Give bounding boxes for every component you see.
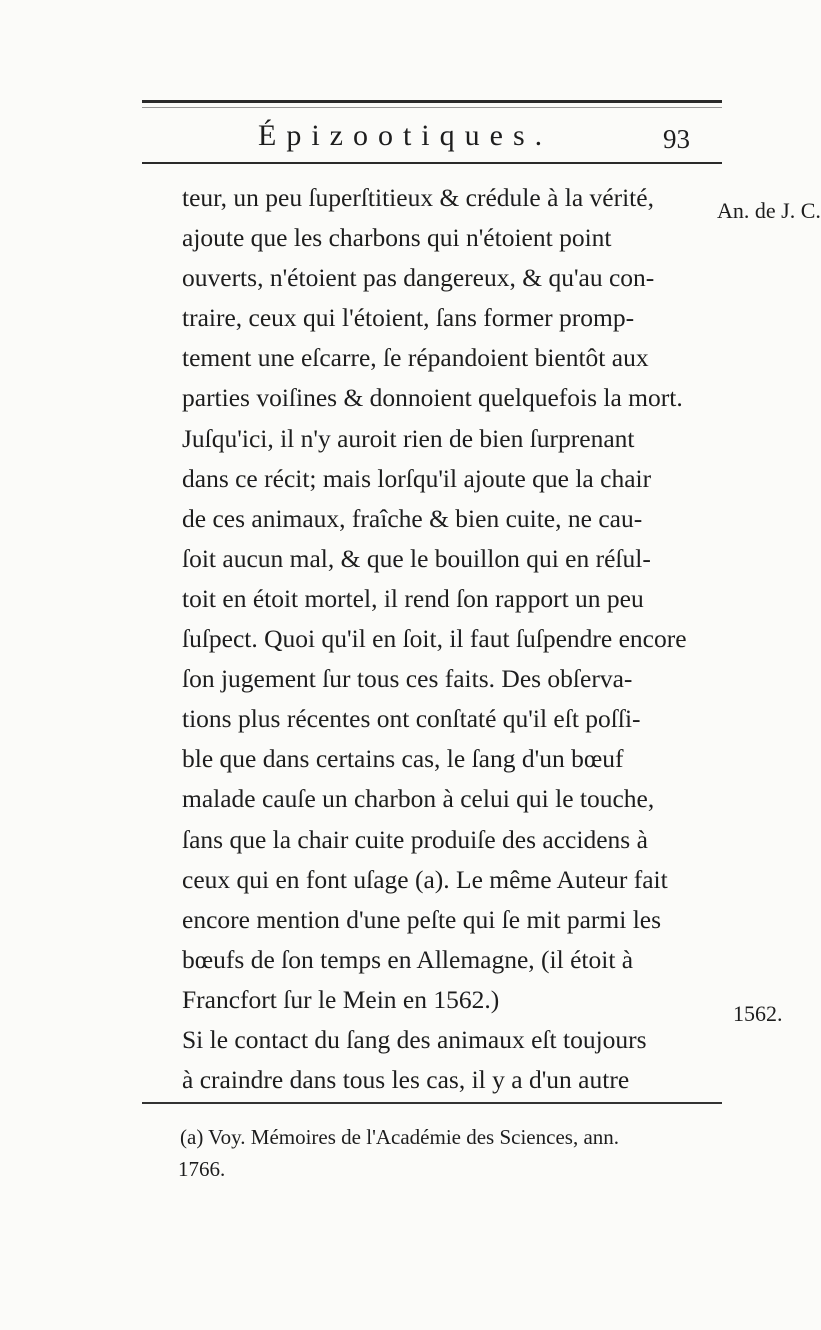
text-line: teur, un peu ſuperſtitieux & crédule à la vérité, (182, 183, 654, 212)
text-line: ble que dans certains cas, le ſang d'un bœuf (182, 744, 624, 774)
footnote-line: (a) Voy. Mémoires de l'Académie des Sciences, ann. (180, 1125, 620, 1149)
text-line: parties voiſines & donnoient quelquefois la mort. (182, 383, 683, 413)
text-line: traire, ceux qui l'étoient, ſans former promp- (182, 303, 635, 333)
text-line: dans ce récit; mais lorſqu'il ajoute que la chair (182, 463, 652, 493)
header-rule-thin (142, 107, 722, 108)
text-line: bœufs de ſon temps en Allemagne, (il étoit à (182, 944, 634, 974)
text-line: Francfort ſur le Mein en 1562.) (182, 984, 500, 1014)
text-line: ſans que la chair cuite produiſe des accidens à (182, 824, 648, 854)
header-rule-top (142, 100, 722, 103)
text-line: à craindre dans tous les cas, il y a d'un autre (182, 1065, 630, 1095)
body-text (182, 178, 702, 1100)
text-line: Si le contact du ſang des animaux eſt toujours (182, 1024, 647, 1054)
footnote-year: 1766. (178, 1157, 226, 1181)
text-line: ſoit aucun mal, & que le bouillon qui en réſul- (182, 543, 651, 573)
footnote (180, 1121, 700, 1185)
text-line: ouverts, n'étoient pas dangereux, & qu'au con- (182, 263, 655, 293)
text-line: tement une eſcarre, ſe répandoient bientôt aux (182, 343, 649, 373)
footnote-rule (142, 1102, 722, 1104)
text-line: ſuſpect. Quoi qu'il en ſoit, il faut ſuſpendre encore (182, 624, 687, 654)
text-line: ceux qui en font uſage (a). Le même Auteur fait (182, 864, 668, 894)
header-rule-bottom (142, 162, 722, 164)
page-number: 93 (663, 124, 690, 154)
text-line: malade cauſe un charbon à celui qui le touche, (182, 784, 655, 814)
text-line: toit en étoit mortel, il rend ſon rapport un peu (182, 583, 644, 613)
text-line: ajoute que les charbons qui n'étoient point (182, 223, 612, 253)
text-line: Juſqu'ici, il n'y auroit rien de bien ſurprenant (182, 423, 635, 453)
text-line: tions plus récentes ont conſtaté qu'il eſt poſſi- (182, 704, 641, 734)
text-line: ſon jugement ſur tous ces faits. Des obſerva- (182, 664, 633, 694)
text-line: encore mention d'une peſte qui ſe mit parmi les (182, 904, 662, 934)
running-title: Épizootiques. (258, 119, 553, 152)
margin-note-year: 1562. (733, 1001, 783, 1026)
margin-note-era: An. de J. C. (717, 198, 821, 223)
text-line: de ces animaux, fraîche & bien cuite, ne cau- (182, 503, 643, 533)
